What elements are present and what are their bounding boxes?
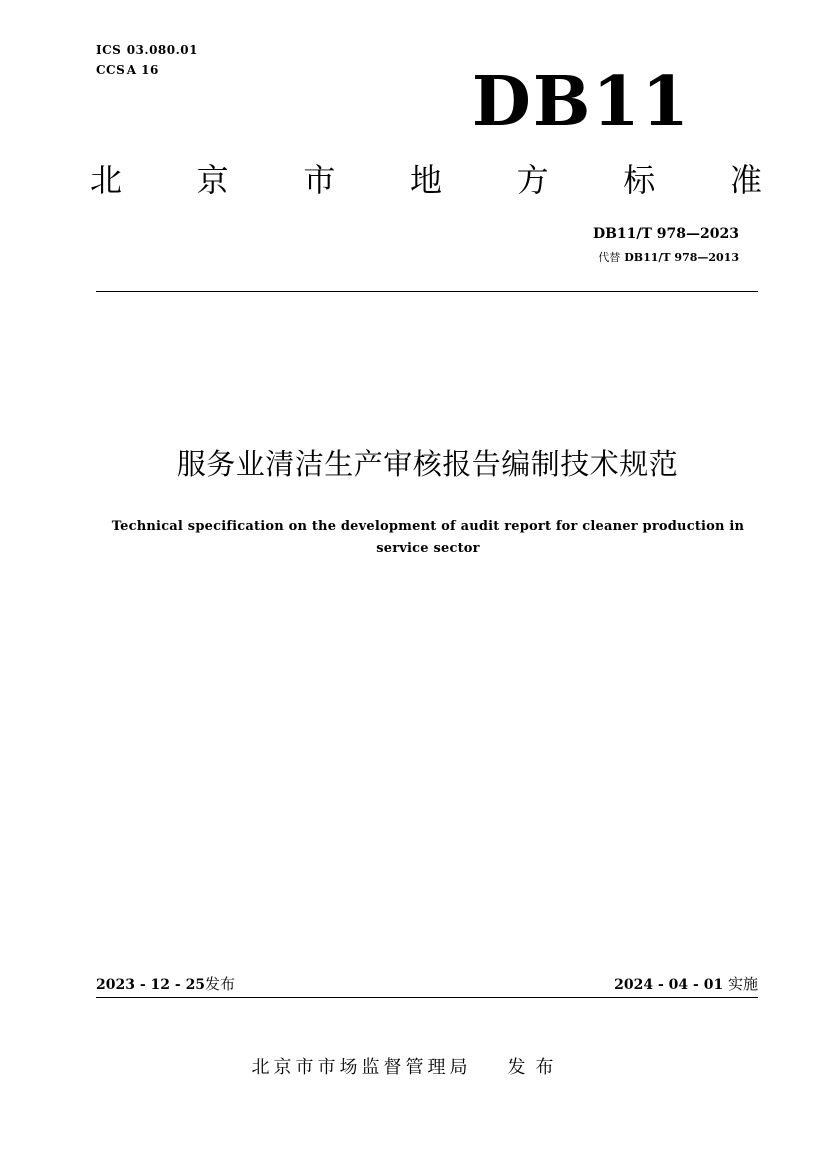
title-english: Technical specification on the development of audit report for cleaner production in service sector — [111, 519, 745, 556]
standard-mark: DB11 — [471, 62, 691, 142]
header-divider — [96, 291, 758, 292]
ics-value: 03.080.01 — [126, 43, 198, 57]
classification-codes — [96, 40, 198, 80]
ccs-code — [96, 60, 198, 80]
ics-label: ICS — [96, 43, 122, 57]
standard-type-heading — [90, 160, 762, 200]
implement-date-block — [614, 973, 758, 996]
publish-label: 发布 — [205, 975, 236, 993]
ccs-value: A 16 — [126, 63, 159, 77]
footer-divider — [96, 997, 758, 998]
implement-label: 实施 — [727, 975, 758, 993]
standard-type-char: 准 — [729, 161, 762, 199]
date-row — [96, 972, 758, 996]
standard-number-block — [593, 224, 739, 268]
issuer-organization: 北京市市场监督管理局 — [251, 1057, 472, 1078]
title-chinese: 服务业清洁生产审核报告编制技术规范 — [176, 447, 679, 481]
standard-type-char: 北 — [90, 161, 123, 199]
standard-number: DB11/T 978—2023 — [592, 226, 739, 242]
publish-date-block — [96, 973, 235, 996]
implement-date: 2024 - 04 - 01 — [614, 977, 724, 993]
standard-type-char: 标 — [623, 161, 656, 199]
replaces-line — [593, 248, 739, 268]
publish-date: 2023 - 12 - 25 — [96, 977, 206, 993]
standard-type-char: 京 — [196, 161, 229, 199]
standard-type-char: 地 — [409, 161, 442, 199]
standard-type-char: 方 — [516, 161, 549, 199]
issuer-line — [0, 1054, 815, 1082]
standard-type-char: 市 — [303, 161, 336, 199]
ics-code — [96, 40, 198, 60]
ccs-label: CCS — [96, 63, 126, 77]
replaces-label: 代替 — [598, 251, 621, 264]
replaces-value: DB11/T 978—2013 — [624, 251, 739, 264]
issuer-action: 发布 — [507, 1057, 564, 1078]
